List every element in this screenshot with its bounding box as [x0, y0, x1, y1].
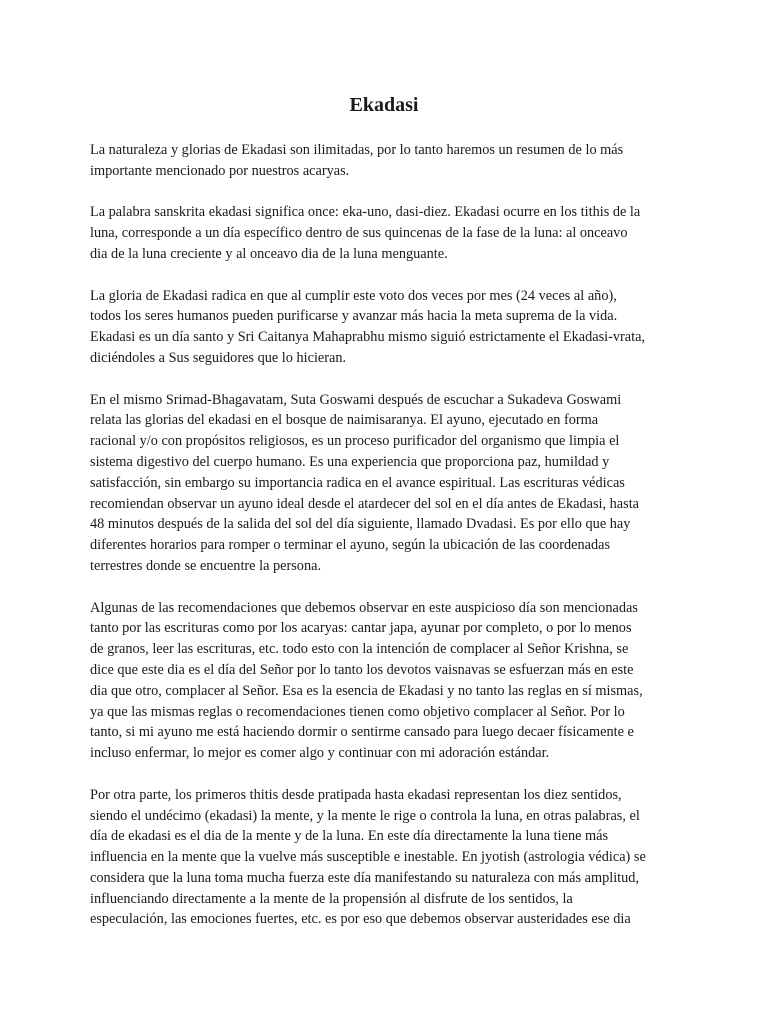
paragraph-2 [90, 202, 678, 264]
text-line: dia de la luna creciente y al onceavo dia de la luna menguante. [90, 245, 448, 262]
text-line: La palabra sanskrita ekadasi significa once: eka-uno, dasi-diez. Ekadasi ocurre en los tithis de la [90, 204, 641, 221]
text-line: 48 minutos después de la salida del sol del día siguiente, llamado Dvadasi. Es por ello que hay [90, 516, 631, 533]
text-line: La gloria de Ekadasi radica en que al cumplir este voto dos veces por mes (24 veces al año), [90, 287, 617, 304]
text-line: tanto por las escrituras como por los acaryas: cantar japa, ayunar por completo, o por lo menos [90, 620, 632, 637]
text-line: considera que la luna toma mucha fuerza este día manifestando su naturaleza con más amplitud, [90, 869, 640, 886]
text-line: siendo el undécimo (ekadasi) la mente, y la mente le rige o controla la luna, en otras palabras, el [90, 807, 640, 824]
text-line: sistema digestivo del cuerpo humano. Es una experiencia que proporciona paz, humildad y [90, 453, 610, 470]
text-line: diferentes horarios para romper o terminar el ayuno, según la ubicación de las coordenadas [90, 537, 611, 554]
text-line: importante mencionado por nuestros acaryas. [90, 162, 350, 179]
text-line: tanto, si mi ayuno me está haciendo dormir o sentirme cansado para luego decaer físicamente e [90, 724, 634, 741]
text-line: día de ekadasi es el dia de la mente y de la luna. En este día directamente la luna tiene más [90, 828, 609, 845]
text-line: de granos, leer las escrituras, etc. todo esto con la intención de complacer al Señor Krishna, se [90, 641, 629, 658]
text-line: Por otra parte, los primeros thitis desde pratipada hasta ekadasi representan los diez sentidos, [90, 786, 622, 803]
paragraph-3 [90, 286, 678, 369]
document-title: Ekadasi [349, 94, 419, 116]
text-line: dice que este dia es el día del Señor por lo tanto los devotos vaisnavas se esfuerzan más en este [90, 661, 634, 678]
paragraph-6 [90, 785, 678, 931]
text-line: incluso enfermar, lo mejor es comer algo y continuar con mi adoración estándar. [90, 745, 550, 762]
text-line: influenciando directamente a la mente de la propensión al disfrute de los sentidos, la [90, 890, 573, 907]
paragraph-5 [90, 598, 678, 764]
text-line: La naturaleza y glorias de Ekadasi son ilimitadas, por lo tanto haremos un resumen de lo más [90, 142, 624, 158]
text-line: recomiendan observar un ayuno ideal desde el atardecer del sol en el día antes de Ekadasi, hasta [90, 495, 640, 512]
text-line: luna, corresponde a un día específico dentro de sus quincenas de la fase de la luna: al onceavo [90, 225, 628, 242]
text-line: especulación, las emociones fuertes, etc. es por eso que debemos observar austeridades ese dia [90, 911, 631, 928]
text-line: terrestres donde se encuentre la persona. [90, 557, 322, 574]
paragraph-1 [90, 140, 678, 182]
text-line: ya que las mismas reglas o recomendaciones tienen como objetivo complacer al Señor. Por lo [90, 703, 625, 720]
text-line: Algunas de las recomendaciones que debemos observar en este auspicioso día son mencionadas [90, 599, 638, 616]
text-line: satisfacción, sin embargo su importancia radica en el avance espiritual. Las escrituras védicas [90, 474, 625, 491]
text-line: relata las glorias del ekadasi en el bosque de naimisaranya. El ayuno, ejecutado en forma [90, 412, 599, 429]
text-line: racional y/o con propósitos religiosos, es un proceso purificador del organismo que limpia el [90, 433, 620, 450]
text-line: dia que otro, complacer al Señor. Esa es la esencia de Ekadasi y no tanto las reglas en sí mismas, [90, 682, 643, 699]
text-line: influencia en la mente que la vuelve más susceptible e inestable. En jyotish (astrologia védica) se [90, 849, 646, 866]
paragraph-4 [90, 390, 678, 577]
text-line: En el mismo Srimad-Bhagavatam, Suta Goswami después de escuchar a Sukadeva Goswami [90, 391, 622, 408]
text-line: Ekadasi es un día santo y Sri Caitanya Mahaprabhu mismo siguió estrictamente el Ekadasi-vrata, [90, 329, 646, 346]
text-line: diciéndoles a Sus seguidores que lo hicieran. [90, 349, 347, 366]
text-line: todos los seres humanos pueden purificarse y avanzar más hacia la meta suprema de la vida. [90, 308, 618, 325]
